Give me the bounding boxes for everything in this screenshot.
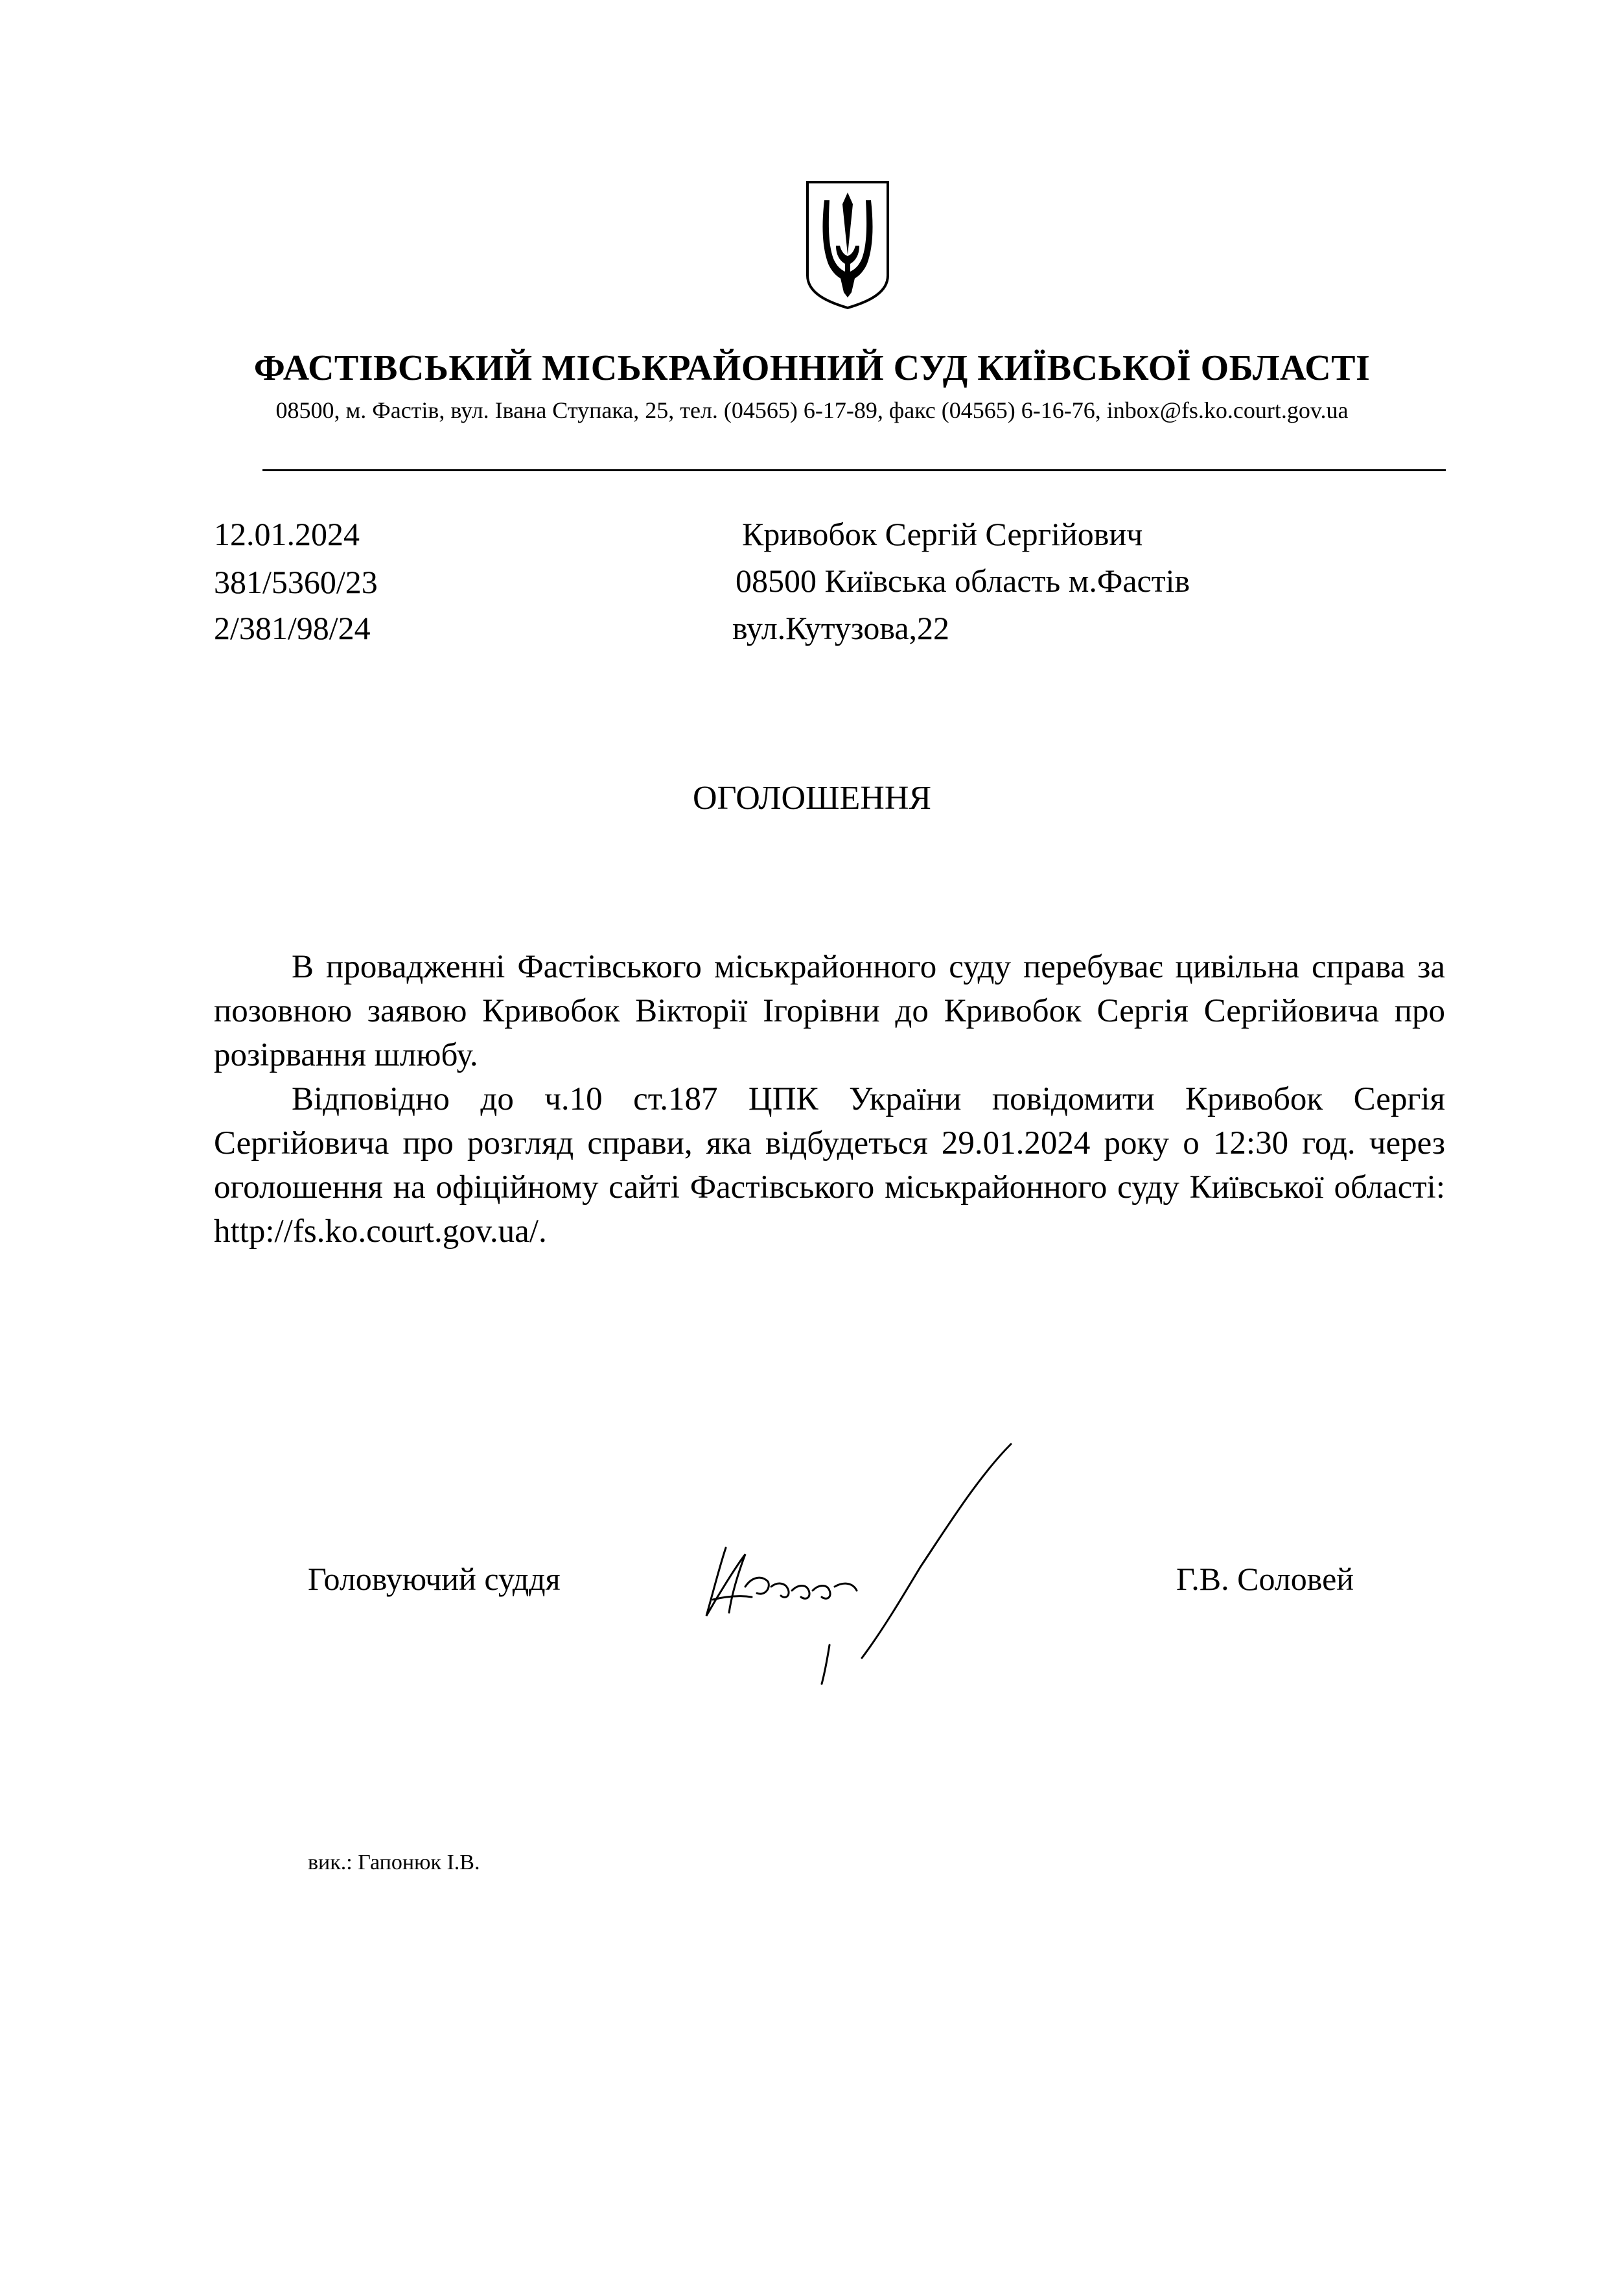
addressee-city: 08500 Київська область м.Фастів bbox=[736, 563, 1190, 599]
addressee-name: Кривобок Сергій Сергійович bbox=[742, 516, 1143, 552]
notice-title: ОГОЛОШЕННЯ bbox=[692, 780, 932, 817]
executor-note: вик.: Гапонюк І.В. bbox=[308, 1850, 480, 1874]
document-date: 12.01.2024 bbox=[214, 516, 360, 552]
court-address: 08500, м. Фастів, вул. Івана Ступака, 25, тел. (04565) 6-17-89, факс (04565) 6-16-76, inbox@fs.ko.court.gov.ua bbox=[275, 397, 1349, 423]
coat-of-arms-icon bbox=[802, 178, 893, 311]
signer-name: Г.В. Соловей bbox=[1176, 1561, 1354, 1597]
notice-paragraph: Відповідно до ч.10 ст.187 ЦПК України повідомити Кривобок Сергія Сергійовича про розгляд справи, яка відбудеться 29.01.2024 року о 12:30 год. через оголошення на офіційному сайті Фастівського міськрайонного суду Київської області: http://fs.ko.court.gov.ua/. bbox=[214, 1081, 1445, 1250]
header-divider bbox=[262, 469, 1446, 471]
case-number: 381/5360/23 bbox=[214, 564, 378, 600]
court-name: ФАСТІВСЬКИЙ МІСЬКРАЙОННИЙ СУД КИЇВСЬКОЇ ОБЛАСТІ bbox=[253, 348, 1371, 388]
signer-title: Головуючий суддя bbox=[308, 1561, 561, 1597]
proceeding-number: 2/381/98/24 bbox=[214, 610, 371, 646]
addressee-street: вул.Кутузова,22 bbox=[732, 610, 950, 646]
notice-paragraph: В провадженні Фастівського міськрайонного суду перебуває цивільна справа за позовною заявою Кривобок Вікторії Ігорівни до Кривобок Сергія Сергійовича про розірвання шлюбу. bbox=[214, 949, 1445, 1073]
handwritten-signature bbox=[674, 1438, 1037, 1690]
notice-body bbox=[214, 945, 1445, 1254]
